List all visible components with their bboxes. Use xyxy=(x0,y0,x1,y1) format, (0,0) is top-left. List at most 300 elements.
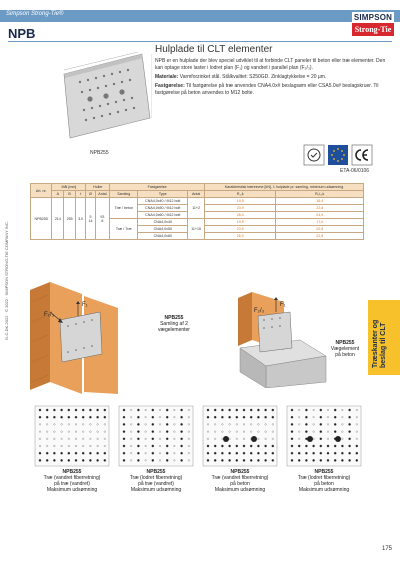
th-mal: Mål [mm] xyxy=(52,184,86,191)
nail-hole xyxy=(349,452,351,454)
nail-hole xyxy=(243,452,245,454)
cell-r1: 23,9 xyxy=(205,226,276,233)
nail-hole xyxy=(97,459,99,461)
materials-label: Materiale: xyxy=(155,74,179,80)
nail-hole xyxy=(68,452,70,454)
nail-hole xyxy=(89,416,91,418)
nail-hole xyxy=(250,459,252,461)
installation-wall-wall xyxy=(20,282,150,394)
nail-hole xyxy=(236,445,238,447)
cell-r1: 26,0 xyxy=(205,212,276,219)
pattern-1-line1: Træ (vandret fiberretning) xyxy=(43,475,101,481)
nail-hole xyxy=(305,452,307,454)
nail-hole xyxy=(291,423,293,425)
nail-hole xyxy=(97,416,99,418)
nail-hole xyxy=(257,409,259,411)
nail-hole xyxy=(123,423,125,425)
cell-a: 214 xyxy=(52,198,64,240)
nail-hole xyxy=(349,438,351,440)
nail-hole xyxy=(166,438,168,440)
fasteners-label: Fastgørelse: xyxy=(155,83,185,89)
pattern-1-line3: Maksimum udsømning xyxy=(46,487,98,493)
pattern-2-code: NPB255 xyxy=(146,469,166,475)
nail-hole xyxy=(123,431,125,433)
pattern-3-line2: på beton xyxy=(230,481,250,487)
nail-hole xyxy=(349,445,351,447)
nail-hole xyxy=(123,452,125,454)
nail-hole xyxy=(327,459,329,461)
nail-hole xyxy=(221,416,223,418)
nail-hole xyxy=(152,423,154,425)
nail-hole xyxy=(123,459,125,461)
install-left-desc1: Samling af 2 xyxy=(160,321,188,327)
nail-hole xyxy=(291,409,293,411)
nail-hole xyxy=(39,459,41,461)
nail-hole xyxy=(229,459,231,461)
nail-hole xyxy=(229,445,231,447)
nailing-pattern-4 xyxy=(286,405,362,467)
pattern-2-line3: Maksimum udsømning xyxy=(130,487,182,493)
pattern-4-line2: på beton xyxy=(314,481,334,487)
force-f23-label-right: F₂/₃ xyxy=(254,308,265,314)
cell-r1: 19,5 xyxy=(205,219,276,226)
cell-r23: 22,8 xyxy=(276,205,364,212)
nail-hole xyxy=(298,452,300,454)
pattern-3-code: NPB255 xyxy=(230,469,250,475)
nail-hole xyxy=(313,445,315,447)
nail-hole xyxy=(265,416,267,418)
install-left-label xyxy=(150,315,198,333)
nail-hole xyxy=(236,452,238,454)
nail-hole xyxy=(181,409,183,411)
nail-hole xyxy=(229,409,231,411)
nail-hole xyxy=(82,409,84,411)
cell-t: 3.0 xyxy=(75,198,85,240)
nail-hole xyxy=(53,416,55,418)
product-caption: NPB255 xyxy=(90,150,109,156)
nail-hole xyxy=(272,459,274,461)
product-description xyxy=(155,58,393,99)
nail-hole xyxy=(243,459,245,461)
nail-hole xyxy=(291,431,293,433)
nail-hole xyxy=(214,459,216,461)
ce-mark-icon xyxy=(351,144,373,166)
cell-group1: Træ / beton xyxy=(110,198,138,219)
nail-hole xyxy=(349,423,351,425)
nail-hole xyxy=(320,431,322,433)
nail-hole xyxy=(229,416,231,418)
nail-hole xyxy=(89,452,91,454)
force-f1-label-right: F₁ xyxy=(280,302,286,308)
th-b: B xyxy=(64,191,76,198)
nail-hole xyxy=(291,459,293,461)
nail-hole xyxy=(272,409,274,411)
nail-hole xyxy=(356,445,358,447)
th-samling: Samling xyxy=(110,191,138,198)
th-karakteristisk: Karakteristisk bæreevne [kN], 1 hulplade pr. samling, minimum udsømning xyxy=(205,184,364,191)
pattern-2-line2: på træ (vandret) xyxy=(138,481,174,487)
nail-hole xyxy=(152,445,154,447)
nail-hole xyxy=(137,445,139,447)
cell-r1: 23,9 xyxy=(205,205,276,212)
installation-wall-concrete xyxy=(230,288,330,388)
nail-hole xyxy=(313,452,315,454)
nail-hole xyxy=(291,452,293,454)
th-huller: Huller xyxy=(86,184,110,191)
nail-hole xyxy=(181,431,183,433)
cell-type: CNA4,0x40 / M12 bolt xyxy=(138,198,188,205)
th-fastgorelse: Fastgørelse xyxy=(110,184,205,191)
eta-caption: ETA-06/0106 xyxy=(340,168,370,174)
nail-hole xyxy=(272,452,274,454)
nail-hole xyxy=(166,459,168,461)
cell-art: NPB255 xyxy=(31,198,52,240)
nail-hole xyxy=(291,416,293,418)
description-paragraph: NPB er en hulplade der blev speciel udviklet til at forbinde CLT paneler til beton eller træ elementer. Den kan optage store laster i lodret plan (F₁) og vandret i parallel plan (F₂/₃). xyxy=(155,58,386,71)
nail-hole xyxy=(334,445,336,447)
nail-hole xyxy=(265,445,267,447)
nail-hole xyxy=(334,409,336,411)
nail-hole xyxy=(104,452,106,454)
th-type: Type xyxy=(138,191,188,198)
nail-hole xyxy=(137,409,139,411)
nail-hole xyxy=(137,438,139,440)
pattern-3-line1: Træ (vandret fiberretning) xyxy=(211,475,269,481)
nail-hole xyxy=(243,409,245,411)
nail-hole xyxy=(97,452,99,454)
nail-hole xyxy=(39,409,41,411)
nail-hole xyxy=(46,459,48,461)
nail-hole xyxy=(320,438,322,440)
nail-hole xyxy=(320,452,322,454)
fasteners-line xyxy=(155,83,393,97)
nail-hole xyxy=(214,409,216,411)
bolt-hole xyxy=(307,436,313,442)
install-left-desc2: vægelementer xyxy=(158,327,190,333)
nail-hole xyxy=(334,423,336,425)
section-tab-label xyxy=(372,320,388,368)
materials-line xyxy=(155,74,393,81)
nail-hole xyxy=(265,459,267,461)
nail-hole xyxy=(75,459,77,461)
nail-hole xyxy=(236,416,238,418)
install-right-label xyxy=(322,340,368,358)
nail-hole xyxy=(214,416,216,418)
nail-hole xyxy=(137,423,139,425)
pattern-plate xyxy=(203,406,277,466)
header-rule xyxy=(8,41,392,42)
pattern-4-code: NPB255 xyxy=(314,469,334,475)
nail-hole xyxy=(82,459,84,461)
nail-hole xyxy=(327,452,329,454)
nail-hole xyxy=(166,409,168,411)
nail-hole xyxy=(82,452,84,454)
nail-hole xyxy=(207,445,209,447)
nail-hole xyxy=(61,452,63,454)
nailing-pattern-1 xyxy=(34,405,110,467)
nail-hole xyxy=(349,459,351,461)
brand-line: Simpson Strong-Tie® xyxy=(6,11,64,17)
tested-icon xyxy=(303,144,325,166)
nail-hole xyxy=(123,416,125,418)
nail-hole xyxy=(229,452,231,454)
nail-hole xyxy=(257,416,259,418)
nail-hole xyxy=(265,409,267,411)
nail-hole xyxy=(349,431,351,433)
bolt-hole xyxy=(251,436,257,442)
nail-hole xyxy=(68,416,70,418)
nail-hole xyxy=(181,459,183,461)
nail-hole xyxy=(291,438,293,440)
page-number: 175 xyxy=(382,546,393,552)
nail-hole xyxy=(320,423,322,425)
nail-hole xyxy=(137,431,139,433)
nailing-pattern-3 xyxy=(202,405,278,467)
th-t: t xyxy=(75,191,85,198)
logo-top: SIMPSON xyxy=(353,13,393,22)
nail-hole xyxy=(75,416,77,418)
nail-hole xyxy=(305,431,307,433)
nail-hole xyxy=(104,459,106,461)
page-title: Hulplade til CLT elementer xyxy=(155,44,273,55)
nail-hole xyxy=(53,452,55,454)
section-tab xyxy=(368,300,400,375)
cell-r23: 22,8 xyxy=(276,233,364,240)
nail-hole xyxy=(250,416,252,418)
cell-type: CNA4,0x50 / M12 bolt xyxy=(138,205,188,212)
nail-hole xyxy=(221,452,223,454)
nail-hole xyxy=(104,409,106,411)
pattern-1-code: NPB255 xyxy=(62,469,82,475)
nail-hole xyxy=(298,459,300,461)
tab-line-1: Træskanter og xyxy=(372,319,379,368)
nail-hole xyxy=(341,459,343,461)
nail-hole xyxy=(272,445,274,447)
nail-hole xyxy=(97,409,99,411)
nail-hole xyxy=(207,452,209,454)
nail-hole xyxy=(152,459,154,461)
nail-hole xyxy=(356,459,358,461)
nail-hole xyxy=(221,445,223,447)
nail-hole xyxy=(349,416,351,418)
nail-hole xyxy=(68,409,70,411)
nail-hole xyxy=(53,409,55,411)
install-left-code: NPB255 xyxy=(164,315,184,321)
nail-hole xyxy=(181,416,183,418)
nail-hole xyxy=(82,416,84,418)
nail-hole xyxy=(243,445,245,447)
nail-hole xyxy=(166,416,168,418)
nail-hole xyxy=(123,409,125,411)
force-f1-label: F₁ xyxy=(82,302,88,308)
th-a: A xyxy=(52,191,64,198)
header-bar xyxy=(0,0,400,40)
nail-hole xyxy=(104,416,106,418)
nail-hole xyxy=(61,409,63,411)
nail-hole xyxy=(305,423,307,425)
bolt-hole xyxy=(335,436,341,442)
eta-icon xyxy=(327,144,349,166)
nail-hole xyxy=(39,452,41,454)
nail-hole xyxy=(334,431,336,433)
pattern-1-line2: på træ (vandret) xyxy=(54,481,90,487)
cell-count1: 11+2 xyxy=(188,198,205,219)
pattern-4-line1: Træ (lodret fiberretning) xyxy=(297,475,351,481)
nail-hole xyxy=(257,452,259,454)
nail-hole xyxy=(341,445,343,447)
nail-hole xyxy=(166,423,168,425)
nail-hole xyxy=(181,452,183,454)
tab-line-2: beslag til CLT xyxy=(380,322,387,368)
nail-hole xyxy=(320,416,322,418)
nail-hole xyxy=(137,459,139,461)
nail-hole xyxy=(46,416,48,418)
pattern-2-line1: Træ (lodret fiberretning) xyxy=(129,475,183,481)
cell-type: CNA4,0x60 xyxy=(138,233,188,240)
nail-hole xyxy=(305,409,307,411)
logo-bottom: Strong-Tie xyxy=(352,23,394,36)
nail-hole xyxy=(152,438,154,440)
nail-hole xyxy=(243,416,245,418)
nail-hole xyxy=(313,459,315,461)
cell-r23: 20,8 xyxy=(276,226,364,233)
nail-hole xyxy=(236,409,238,411)
nail-hole xyxy=(250,409,252,411)
install-right-code: NPB255 xyxy=(335,340,355,346)
nail-hole xyxy=(320,445,322,447)
nail-hole xyxy=(181,423,183,425)
install-right-desc1: Vægelement xyxy=(330,346,360,352)
cell-group2: Træ / Træ xyxy=(110,219,138,240)
nail-hole xyxy=(61,416,63,418)
nail-hole xyxy=(320,409,322,411)
nail-hole xyxy=(257,445,259,447)
nail-hole xyxy=(305,416,307,418)
pattern-4-line3: Maksimum udsømning xyxy=(298,487,350,493)
th-diameter: Ø xyxy=(86,191,95,198)
nail-hole xyxy=(68,459,70,461)
side-copyright: G-C-DK-2022 · © 2022 · SIMPSON STRONG-TIE COMPANY INC. xyxy=(4,221,9,340)
nail-hole xyxy=(221,409,223,411)
nail-hole xyxy=(137,452,139,454)
nail-hole xyxy=(327,445,329,447)
nail-hole xyxy=(181,438,183,440)
nail-hole xyxy=(236,459,238,461)
nail-hole xyxy=(334,452,336,454)
pattern-plate xyxy=(287,406,361,466)
nail-hole xyxy=(272,416,274,418)
nail-hole xyxy=(46,409,48,411)
th-antal-fasteners: Antal xyxy=(188,191,205,198)
cell-holes: 93 8 xyxy=(95,198,110,240)
nail-hole xyxy=(123,438,125,440)
nail-hole xyxy=(265,452,267,454)
product-image xyxy=(60,52,152,140)
nail-hole xyxy=(123,445,125,447)
nail-hole xyxy=(181,445,183,447)
pattern-label-4 xyxy=(279,469,369,493)
cell-r23: 24,9 xyxy=(276,212,364,219)
nail-hole xyxy=(152,452,154,454)
nail-hole xyxy=(89,459,91,461)
nail-hole xyxy=(221,459,223,461)
fasteners-text: Til fastgørelse på træ anvendes CNA4.0x# beslagsøm eller CSA5.0x# beslagskruer. Til fastgørelse på beton anvendes to M12 bolte. xyxy=(155,83,379,96)
nail-hole xyxy=(207,409,209,411)
spec-table xyxy=(30,183,364,240)
th-antal: Antal xyxy=(95,191,110,198)
cell-r23: 16,4 xyxy=(276,198,364,205)
th-r23: R₂/₃,k xyxy=(276,191,364,198)
nail-hole xyxy=(46,452,48,454)
pattern-plate xyxy=(119,406,193,466)
nail-hole xyxy=(214,445,216,447)
nail-hole xyxy=(298,445,300,447)
nail-hole xyxy=(166,452,168,454)
install-right-desc2: på beton xyxy=(335,352,355,358)
nailing-pattern-2 xyxy=(118,405,194,467)
table-row xyxy=(31,198,364,205)
nail-hole xyxy=(207,416,209,418)
product-code: NPB xyxy=(8,26,36,41)
nail-hole xyxy=(334,459,336,461)
nail-hole xyxy=(305,445,307,447)
nail-hole xyxy=(207,459,209,461)
nail-hole xyxy=(75,409,77,411)
cell-type: CNA4,0x60 / M12 bolt xyxy=(138,212,188,219)
nail-hole xyxy=(320,459,322,461)
nail-hole xyxy=(250,445,252,447)
force-f23-label: F₂/₃ xyxy=(44,312,55,318)
nail-hole xyxy=(257,459,259,461)
materials-text: Varmforzinket stål. Stålkvalitet: S250GD. Zinklagtykkelse = 20 µm. xyxy=(179,74,327,80)
nail-hole xyxy=(334,416,336,418)
cell-r23: 17,0 xyxy=(276,219,364,226)
th-art: Art. nr. xyxy=(31,184,52,198)
bolt-hole xyxy=(223,436,229,442)
nail-hole xyxy=(349,409,351,411)
nail-hole xyxy=(61,459,63,461)
pattern-3-line3: Maksimum udsømning xyxy=(214,487,266,493)
pattern-label-2 xyxy=(111,469,201,493)
nail-hole xyxy=(152,416,154,418)
cell-type: CNA4,0x40 xyxy=(138,219,188,226)
nail-hole xyxy=(39,416,41,418)
simpson-logo xyxy=(352,12,394,36)
cell-count2: 11+15 xyxy=(188,219,205,240)
nail-hole xyxy=(356,452,358,454)
cell-r1: 19,5 xyxy=(205,198,276,205)
nail-hole xyxy=(166,431,168,433)
nail-hole xyxy=(305,459,307,461)
nail-hole xyxy=(152,431,154,433)
nail-hole xyxy=(250,452,252,454)
nail-hole xyxy=(341,452,343,454)
nail-hole xyxy=(53,459,55,461)
pattern-plate xyxy=(35,406,109,466)
cell-type: CNA4,0x50 xyxy=(138,226,188,233)
nail-hole xyxy=(291,445,293,447)
cell-r1: 26,0 xyxy=(205,233,276,240)
pattern-label-1 xyxy=(27,469,117,493)
cell-diameter: 5 14 xyxy=(86,198,95,240)
nail-hole xyxy=(166,445,168,447)
nail-hole xyxy=(137,416,139,418)
cell-b: 255 xyxy=(64,198,76,240)
nail-hole xyxy=(214,452,216,454)
nail-hole xyxy=(89,409,91,411)
pattern-label-3 xyxy=(195,469,285,493)
th-r1: R₁,k xyxy=(205,191,276,198)
